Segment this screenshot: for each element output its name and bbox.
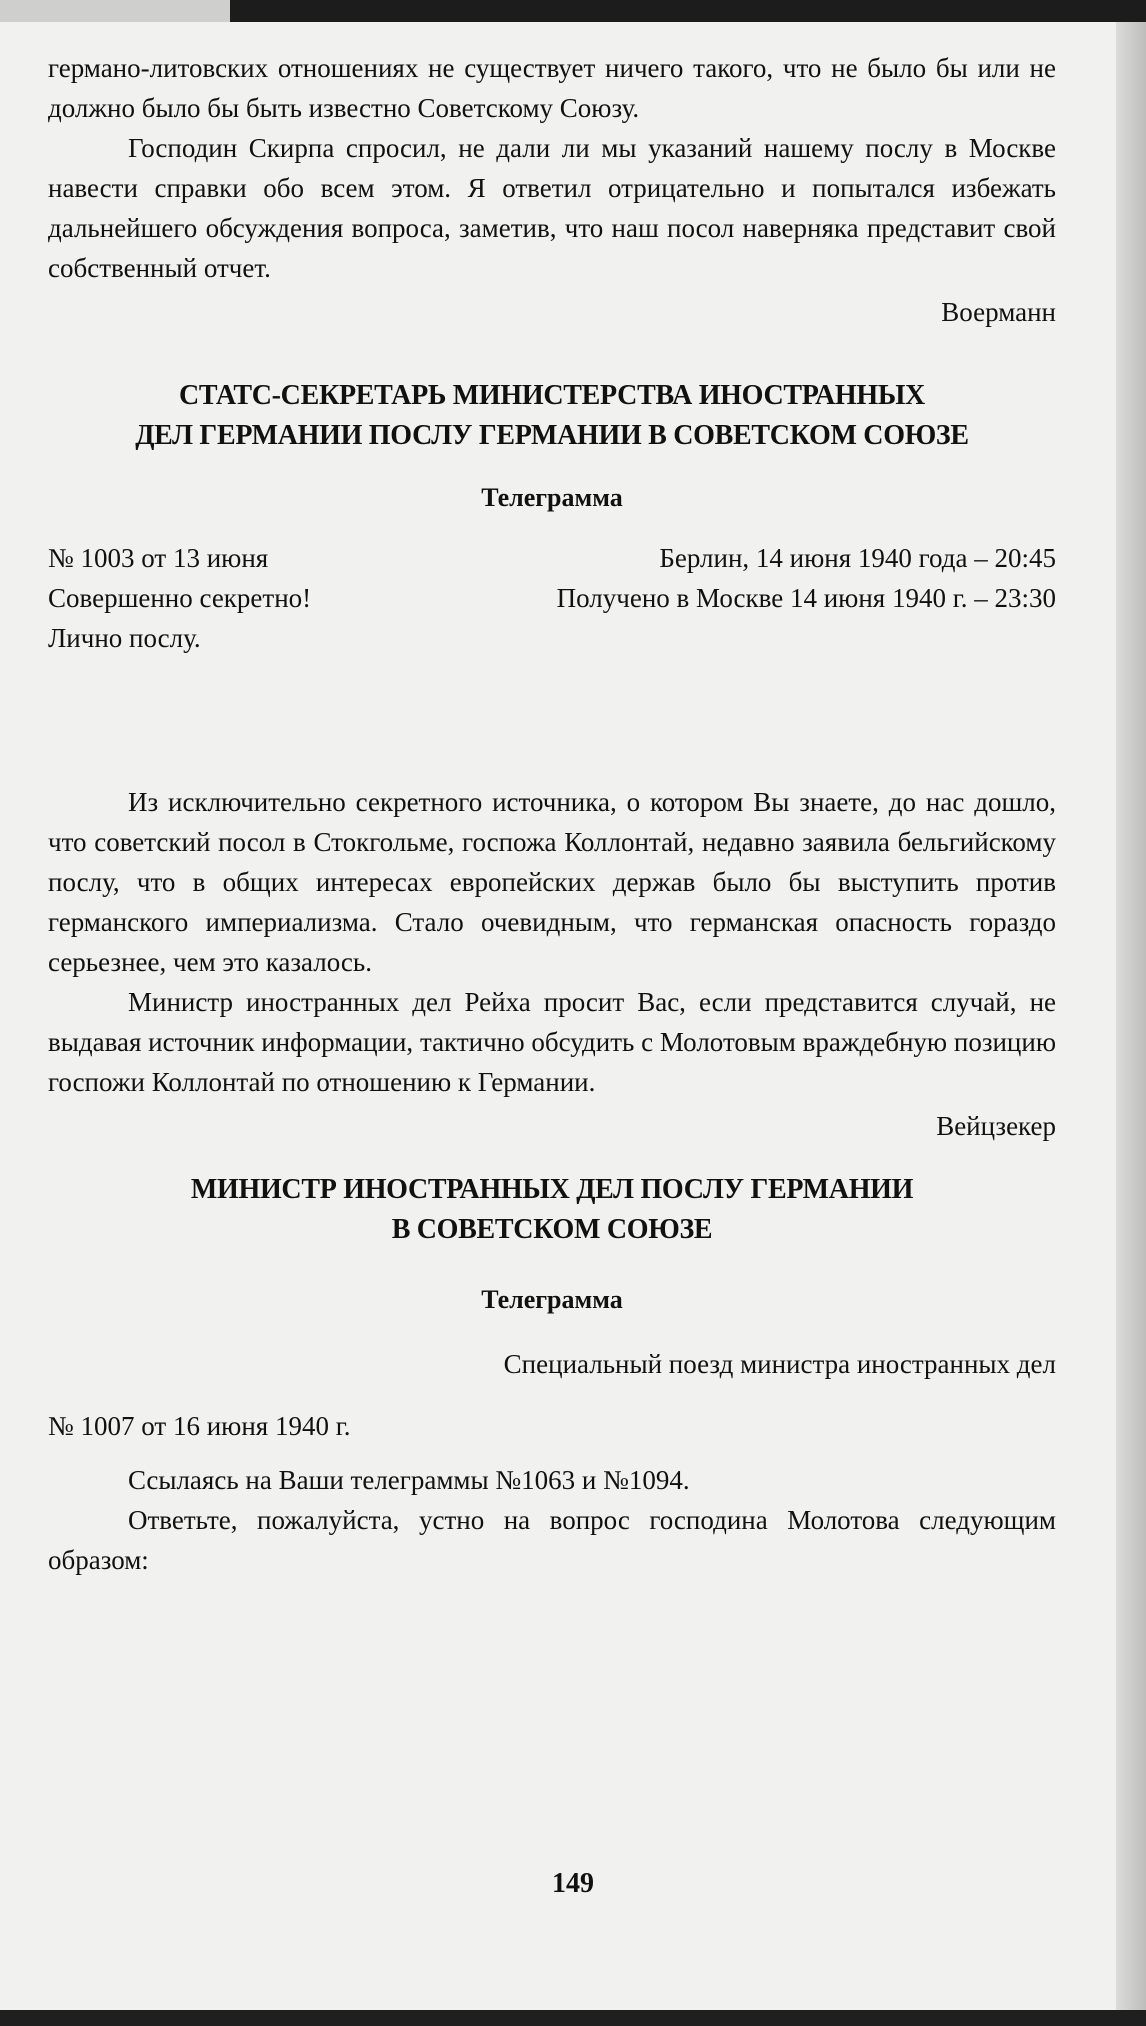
scan-bottom-edge bbox=[0, 2010, 1146, 2026]
page-number: 149 bbox=[552, 1868, 594, 1899]
telegram-meta-row bbox=[48, 538, 1056, 578]
scan-top-edge-light bbox=[0, 0, 230, 22]
telegram-meta-row bbox=[48, 618, 1056, 658]
page-content bbox=[48, 48, 1056, 1580]
body-paragraph: Ответьте, пожалуйста, устно на вопрос господина Молотова следующим образом: bbox=[48, 1505, 1056, 1575]
signature: Воерманн bbox=[941, 297, 1056, 327]
section-heading: МИНИСТР ИНОСТРАННЫХ ДЕЛ ПОСЛУ ГЕРМАНИИ bbox=[190, 1174, 914, 1205]
telegram-addressee: Лично послу. bbox=[48, 623, 201, 653]
telegram-sent: Берлин, 14 июня 1940 года – 20:45 bbox=[659, 543, 1056, 573]
body-paragraph: германо-литовских отношениях не существует ничего такого, что не было бы или не должно было бы быть известно Советскому Союзу. bbox=[48, 53, 1056, 123]
body-paragraph: Ссылаясь на Ваши телеграммы №1063 и №1094. bbox=[128, 1465, 690, 1495]
section-subheading: Телеграмма bbox=[481, 483, 623, 512]
scan-right-edge bbox=[1116, 22, 1146, 2026]
section-heading: СТАТС-СЕКРЕТАРЬ МИНИСТЕРСТВА ИНОСТРАННЫХ bbox=[179, 380, 925, 411]
body-paragraph: Из исключительно секретного источника, о котором Вы знаете, до нас дошло, что советский посол в Стокгольме, госпожа Коллонтай, недавно заявила бельгийскому послу, что в общих интересах европейских держав было бы выступить против германского империализма. Стало очевидным, что германская опасность гораздо серьезнее, чем это казалось. bbox=[48, 787, 1056, 977]
section-heading: ДЕЛ ГЕРМАНИИ ПОСЛУ ГЕРМАНИИ В СОВЕТСКОМ СОЮЗЕ bbox=[135, 420, 969, 451]
section-heading: В СОВЕТСКОМ СОЮЗЕ bbox=[391, 1214, 713, 1245]
telegram-number: № 1003 от 13 июня bbox=[48, 543, 269, 573]
body-paragraph: Господин Скирпа спросил, не дали ли мы указаний нашему послу в Москве навести справки обо всем этом. Я ответил отрицательно и попытался избежать дальнейшего обсуждения вопроса, заметив, что наш посол наверняка представит свой собственный отчет. bbox=[48, 133, 1056, 283]
body-paragraph: Министр иностранных дел Рейха просит Вас, если представится случай, не выдавая источник информации, тактично обсудить с Молотовым враждебную позицию госпожи Коллонтай по отношению к Германии. bbox=[48, 987, 1056, 1097]
signature: Вейцзекер bbox=[936, 1111, 1056, 1141]
telegram-classification: Совершенно секретно! bbox=[48, 583, 312, 613]
telegram-meta-row bbox=[48, 1406, 1056, 1446]
section-subheading: Телеграмма bbox=[481, 1285, 623, 1314]
telegram-received: Получено в Москве 14 июня 1940 г. – 23:30 bbox=[556, 583, 1056, 613]
telegram-origin: Специальный поезд министра иностранных дел bbox=[503, 1349, 1056, 1379]
telegram-number: № 1007 от 16 июня 1940 г. bbox=[48, 1411, 351, 1441]
telegram-meta-row bbox=[48, 578, 1056, 618]
